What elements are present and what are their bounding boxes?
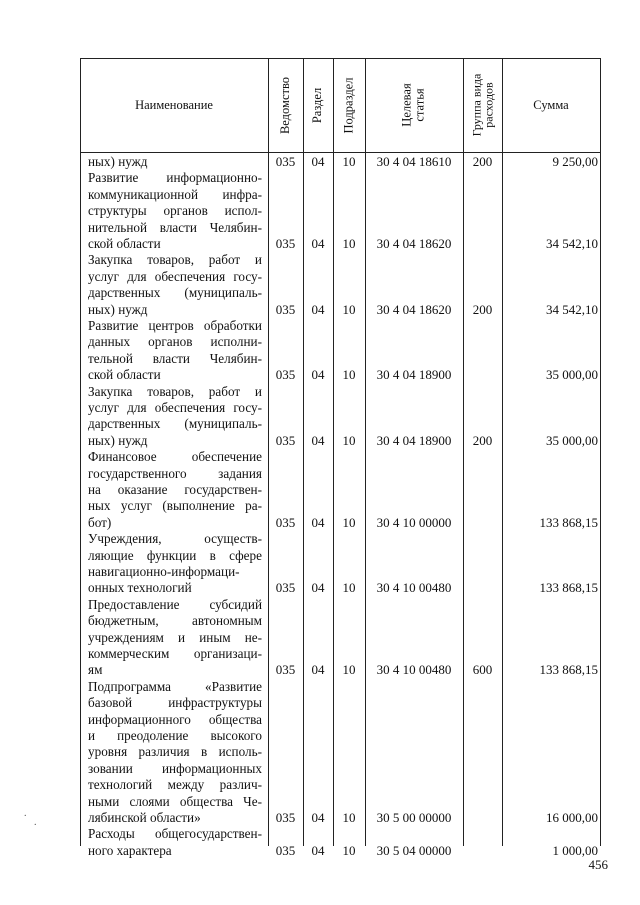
row-name-line: навигационно-информаци- — [88, 564, 240, 579]
row-amount: 1 000,00 — [552, 842, 598, 858]
header-divider — [80, 152, 601, 153]
row-article: 30 5 04 00000 — [376, 842, 452, 858]
row-name-line: онных технологий — [88, 580, 192, 596]
row-sec: 04 — [311, 514, 325, 530]
column-divider — [365, 58, 366, 846]
header-amount-label: Сумма — [533, 97, 569, 112]
row-dept: 035 — [275, 367, 296, 383]
margin-mark: . — [34, 817, 37, 828]
row-name-line: Учреждения, осуществ- — [88, 531, 262, 547]
row-name-line: на оказание государствен- — [88, 482, 262, 497]
row-dept: 035 — [275, 236, 296, 251]
row-name — [88, 449, 262, 531]
column-divider — [268, 58, 269, 846]
row-article: 30 4 04 18900 — [376, 367, 452, 383]
row-name — [88, 826, 262, 859]
header-name-label: Наименование — [135, 97, 213, 112]
row-dept: 035 — [275, 514, 296, 530]
row-amount: 35 000,00 — [546, 367, 598, 383]
row-dept: 035 — [275, 580, 296, 596]
header-expense-group-line1: Группа вида — [469, 73, 484, 137]
column-divider — [333, 58, 334, 846]
row-name-line: Финансовое обеспечение — [88, 449, 262, 465]
row-article: 30 5 00 00000 — [376, 810, 452, 825]
row-amount: 34 542,10 — [546, 301, 598, 317]
table-border-right — [600, 58, 601, 846]
row-article: 30 4 04 18620 — [376, 301, 452, 317]
row-dept: 035 — [275, 842, 296, 858]
row-name-line: тельной власти Челябин- — [88, 350, 262, 366]
row-name-line: Расходы общегосударствен- — [88, 826, 262, 842]
row-name-line: Закупка товаров, работ и — [88, 383, 262, 399]
row-name — [88, 252, 262, 318]
row-name-line: Подпрограмма «Развитие — [88, 678, 262, 694]
row-sec: 04 — [311, 154, 325, 169]
header-target-article-line1: Целевая — [400, 83, 414, 127]
row-group: 600 — [472, 662, 493, 678]
header-expense-group — [463, 58, 502, 152]
row-sec: 04 — [311, 810, 325, 825]
row-article: 30 4 04 18620 — [376, 236, 452, 251]
row-sub: 10 — [342, 432, 356, 448]
row-name-line: ям — [88, 662, 103, 678]
row-sec: 04 — [311, 301, 325, 317]
row-name-line: услуг для обеспечения госу- — [88, 400, 262, 415]
row-name-line: технологий между различ- — [88, 777, 262, 793]
row-article: 30 4 10 00480 — [376, 580, 452, 596]
row-name-line: лябинской области» — [88, 810, 201, 826]
column-divider — [463, 58, 464, 846]
column-divider — [303, 58, 304, 846]
row-name-line: структуры органов испол- — [88, 203, 262, 219]
row-sec: 04 — [311, 236, 325, 251]
margin-mark: . — [24, 808, 27, 819]
row-sub: 10 — [342, 842, 356, 858]
row-sec: 04 — [311, 842, 325, 858]
row-article: 30 4 10 00480 — [376, 662, 452, 678]
row-name-line: информационного общества — [88, 711, 262, 727]
row-name — [88, 679, 262, 827]
row-name-line: ных) нужд — [88, 154, 148, 169]
header-subsection — [333, 58, 365, 152]
header-expense-group-line2: расходов — [481, 82, 496, 128]
row-name-line: бот) — [88, 514, 112, 530]
row-sub: 10 — [342, 810, 356, 825]
row-name — [88, 597, 262, 679]
row-name-line: нительной власти Челябин- — [88, 219, 262, 235]
header-subsection-label: Подраздел — [341, 77, 356, 133]
page-number: 456 — [588, 857, 608, 872]
row-name-line: учреждениям и иным не- — [88, 629, 262, 645]
header-expense-group-label — [471, 74, 495, 137]
column-divider — [502, 58, 503, 846]
row-sub: 10 — [342, 580, 356, 596]
row-sub: 10 — [342, 236, 356, 251]
row-name-line: дарственных (муниципаль- — [88, 416, 262, 432]
header-target-article-label — [401, 83, 427, 126]
row-dept: 035 — [275, 810, 296, 825]
row-name — [88, 531, 262, 597]
row-sec: 04 — [311, 367, 325, 383]
row-article: 30 4 10 00000 — [376, 514, 452, 530]
row-name-line: услуг для обеспечения госу- — [88, 268, 262, 284]
row-dept: 035 — [275, 662, 296, 678]
row-amount: 9 250,00 — [552, 154, 598, 169]
row-name-line: уровня различия в исполь- — [88, 744, 262, 760]
row-name — [88, 154, 262, 170]
row-name-line: бюджетным, автономным — [88, 613, 262, 629]
row-name-line: зовании информационных — [88, 760, 262, 776]
header-department — [268, 58, 303, 152]
row-name-line: коммерческим организаци- — [88, 646, 262, 662]
row-name-line: государственного задания — [88, 465, 262, 481]
row-group: 200 — [472, 154, 493, 169]
row-sec: 04 — [311, 662, 325, 678]
row-amount: 16 000,00 — [546, 810, 598, 825]
row-sec: 04 — [311, 580, 325, 596]
row-sub: 10 — [342, 662, 356, 678]
row-sub: 10 — [342, 367, 356, 383]
row-name-line: Закупка товаров, работ и — [88, 252, 262, 268]
row-dept: 035 — [275, 154, 296, 169]
row-name-line: ными слоями общества Че- — [88, 793, 262, 809]
header-amount — [502, 58, 600, 152]
header-section-label: Раздел — [310, 87, 325, 123]
row-name-line: коммуникационной инфра- — [88, 186, 262, 202]
row-name-line: Развитие центров обработки — [88, 318, 262, 333]
header-section — [303, 58, 333, 152]
row-name-line: ляющие функции в сфере — [88, 547, 262, 563]
row-sub: 10 — [342, 154, 356, 169]
row-name-line: ных) нужд — [88, 301, 148, 317]
row-name-line: базовой инфраструктуры — [88, 695, 262, 711]
row-name — [88, 318, 262, 384]
header-name — [80, 58, 268, 152]
header-target-article — [365, 58, 463, 152]
header-target-article-line2: статья — [413, 88, 427, 122]
row-name-line: и преодоление высокого — [88, 728, 262, 744]
row-name-line: ных) нужд — [88, 432, 148, 448]
row-name-line: ской области — [88, 236, 161, 252]
row-name-line: Предоставление субсидий — [88, 596, 262, 612]
row-dept: 035 — [275, 301, 296, 317]
table-border-left — [80, 58, 81, 846]
row-amount: 133 868,15 — [539, 514, 598, 530]
row-sub: 10 — [342, 301, 356, 317]
row-name-line: дарственных (муниципаль- — [88, 285, 262, 301]
row-name — [88, 170, 262, 252]
row-dept: 035 — [275, 432, 296, 448]
header-department-label: Ведомство — [278, 76, 292, 134]
budget-table — [80, 58, 601, 858]
row-name-line: ской области — [88, 367, 161, 383]
row-amount: 133 868,15 — [539, 662, 598, 678]
row-group: 200 — [472, 301, 493, 317]
row-name-line: Развитие информационно- — [88, 170, 262, 186]
row-amount: 34 542,10 — [546, 236, 598, 251]
row-name-line: данных органов исполни- — [88, 334, 262, 350]
row-name-line: ного характера — [88, 842, 172, 858]
row-amount: 35 000,00 — [546, 432, 598, 448]
row-name — [88, 384, 262, 450]
row-name-line: ных услуг (выполнение ра- — [88, 498, 262, 514]
row-sec: 04 — [311, 432, 325, 448]
row-group: 200 — [472, 432, 493, 448]
row-sub: 10 — [342, 514, 356, 530]
row-article: 30 4 04 18610 — [376, 154, 452, 169]
row-article: 30 4 04 18900 — [376, 432, 452, 448]
row-amount: 133 868,15 — [539, 580, 598, 596]
